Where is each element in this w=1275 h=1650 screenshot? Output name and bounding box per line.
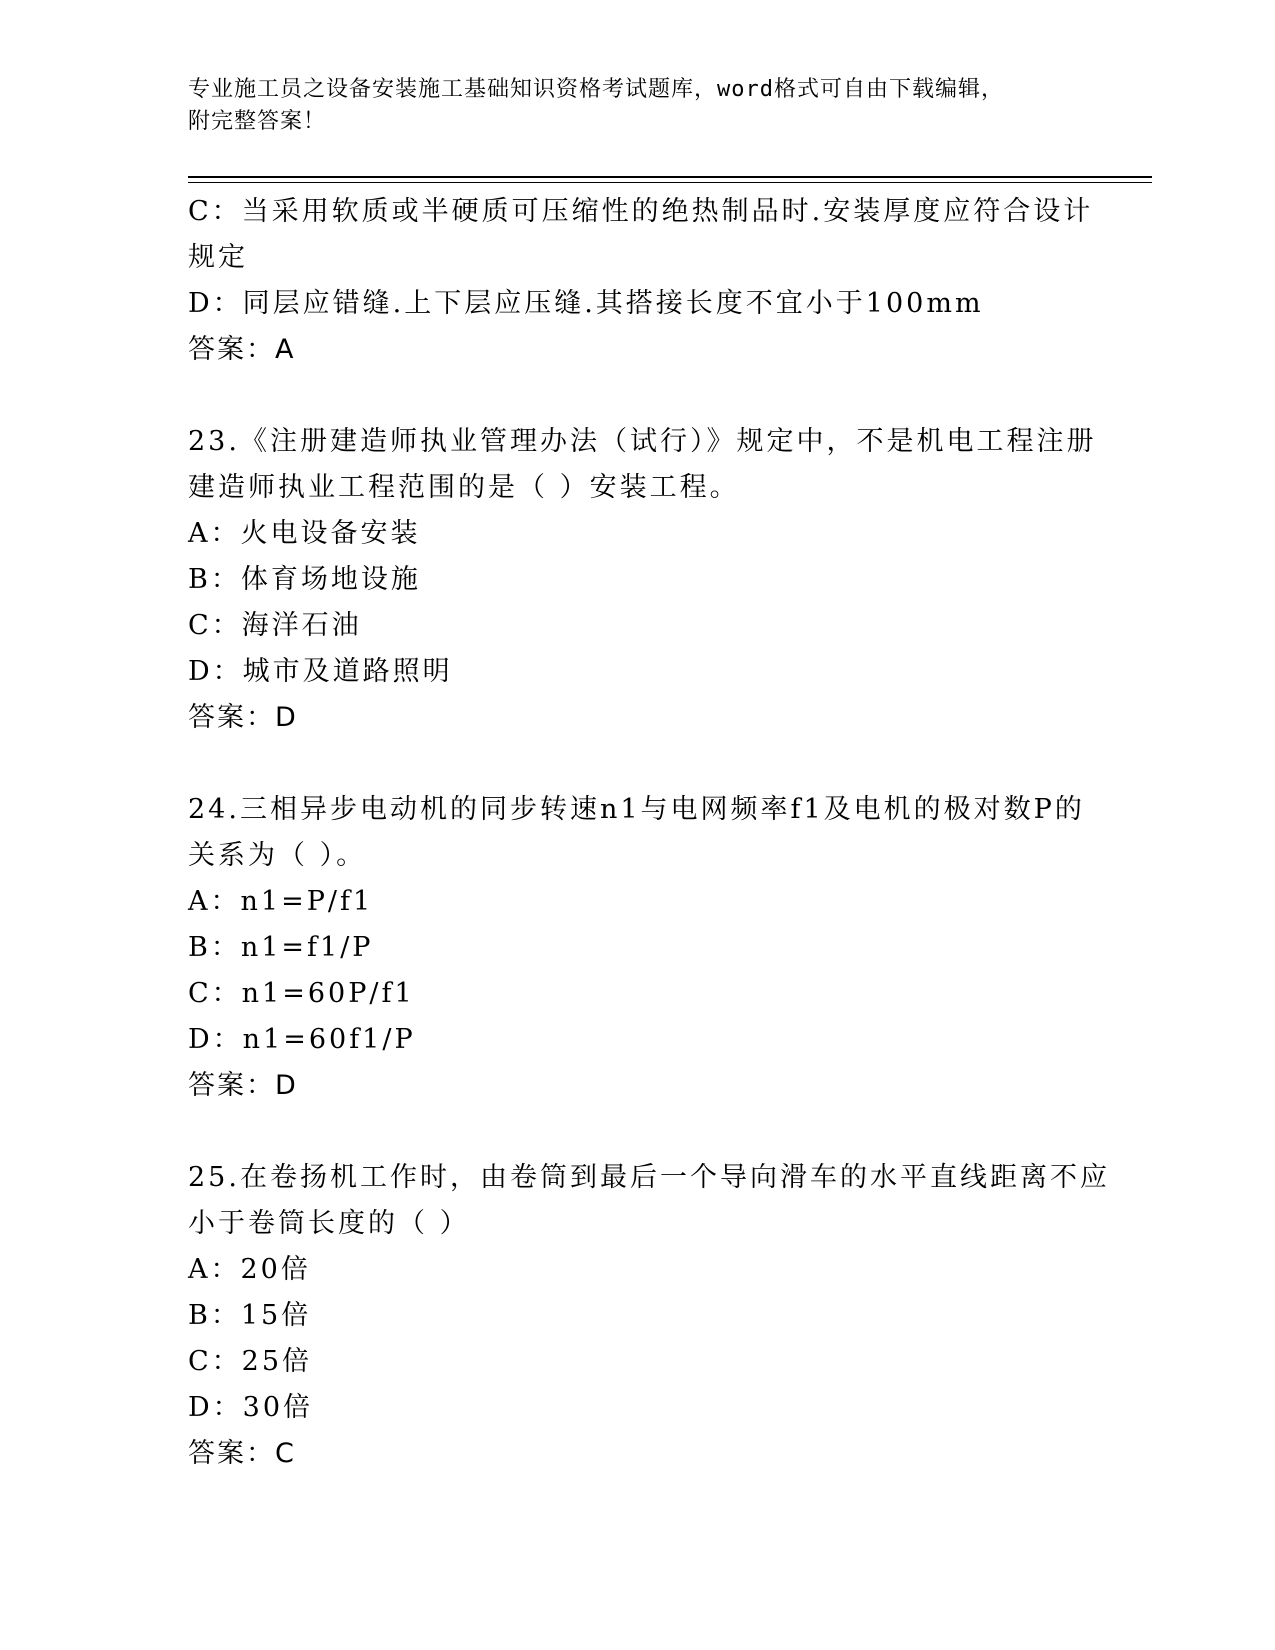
- answer: 答案：D: [188, 1070, 298, 1101]
- question-25: [188, 1155, 1110, 1477]
- option-c: C：25倍: [188, 1346, 313, 1377]
- question-list: [188, 189, 1110, 1477]
- option-a: A：火电设备安装: [188, 518, 421, 549]
- option-c: C：n1=60P/f1: [188, 978, 415, 1009]
- spacer: [188, 373, 1088, 419]
- question-23: [188, 419, 1097, 741]
- option-b: B：n1=f1/P: [188, 932, 374, 963]
- option-a: A：20倍: [188, 1254, 311, 1285]
- question-stem-continued: 建造师执业工程范围的是（ ）安装工程。: [188, 472, 740, 503]
- question-24: [188, 787, 1088, 1109]
- answer: 答案：A: [188, 334, 296, 365]
- answer: 答案：D: [188, 702, 298, 733]
- question-stem-continued: 关系为（ ）。: [188, 840, 367, 871]
- question-22-continued: [188, 189, 1094, 373]
- question-stem: 23.《注册建造师执业管理办法（试行）》规定中，不是机电工程注册: [188, 426, 1097, 457]
- question-stem-continued: 小于卷筒长度的（ ）: [188, 1208, 470, 1239]
- option-d: D：30倍: [188, 1392, 314, 1423]
- option-d: D：n1=60f1/P: [188, 1024, 416, 1055]
- option-b: B：15倍: [188, 1300, 312, 1331]
- header-title-line-1: 专业施工员之设备安装施工基础知识资格考试题库，word格式可自由下载编辑，: [188, 77, 1004, 102]
- header-divider-thin: [188, 182, 1152, 183]
- spacer: [188, 1109, 1088, 1155]
- option-d: D：同层应错缝.上下层应压缝.其搭接长度不宜小于100mm: [188, 288, 984, 319]
- document-header: [188, 74, 1108, 138]
- option-b: B：体育场地设施: [188, 564, 421, 595]
- answer: 答案：C: [188, 1438, 296, 1469]
- option-c: C：当采用软质或半硬质可压缩性的绝热制品时.安装厚度应符合设计: [188, 196, 1094, 227]
- option-d: D：城市及道路照明: [188, 656, 453, 687]
- header-divider-thick: [188, 176, 1152, 178]
- spacer: [188, 741, 1088, 787]
- option-c-continued: 规定: [188, 242, 248, 273]
- option-c: C：海洋石油: [188, 610, 362, 641]
- question-stem: 25.在卷扬机工作时，由卷筒到最后一个导向滑车的水平直线距离不应: [188, 1162, 1110, 1193]
- question-stem: 24.三相异步电动机的同步转速n1与电网频率f1及电机的极对数P的: [188, 794, 1085, 825]
- header-title-line-2: 附完整答案！: [188, 109, 327, 134]
- option-a: A：n1=P/f1: [188, 886, 374, 917]
